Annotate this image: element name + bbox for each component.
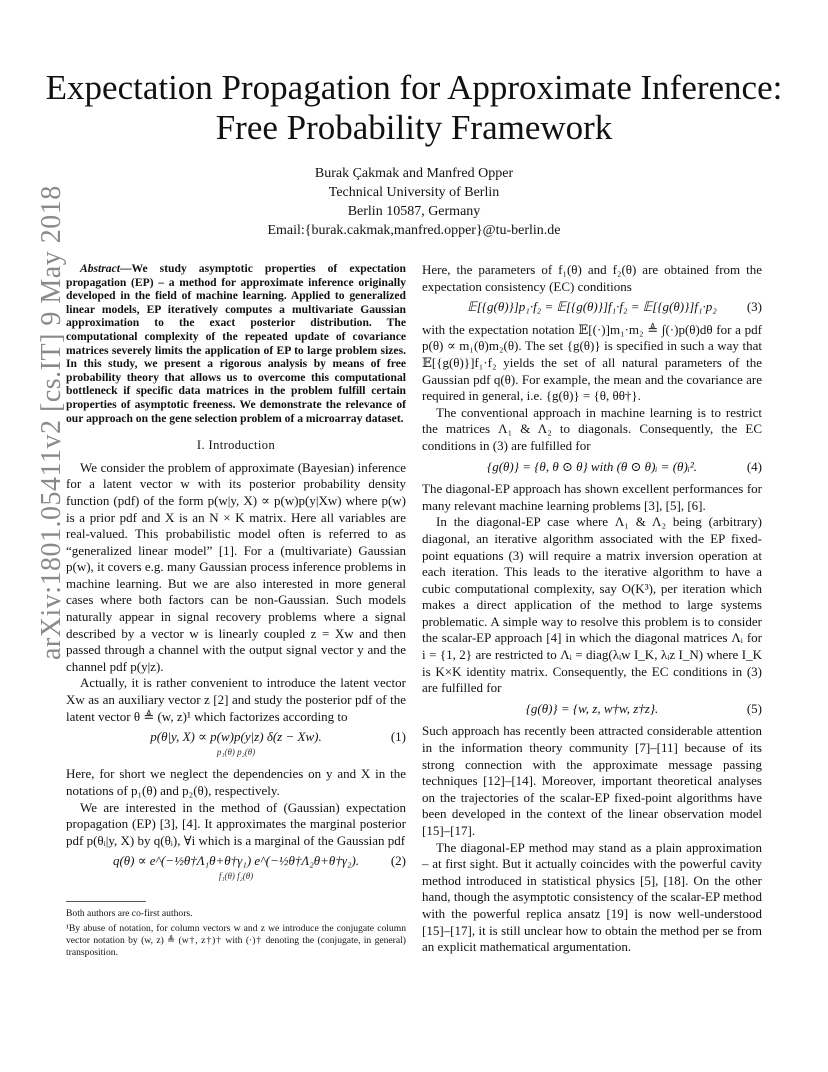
equation-2-body: q(θ) ∝ e^(−½θ†Λ₁θ+θ†γ₁) e^(−½θ†Λ₂θ+θ†γ₂). [112, 853, 360, 869]
body-paragraph-4: The diagonal-EP approach has shown excellent performances for many relevant machine learning problems [3], [5], [6]. [422, 481, 762, 513]
footnote-co-first: Both authors are co-first authors. [66, 907, 193, 919]
body-paragraph-6: Such approach has recently been attracted considerable attention in the information theory community [7]–[11] because of its strong connection with the approximate message passing techniques [12]–[14]. Moreover, important theoretical analyses on the trajectories of the scalar-EP fixed-point algorithms have been developed in the context of the linear observation model [15]–[17]. [422, 723, 762, 838]
title-line-2: Free Probability Framework [215, 108, 613, 147]
intro-paragraph-3: Here, for short we neglect the dependencies on y and X in the notations of p₁(θ) and p₂(θ), respectively. [66, 766, 406, 798]
equation-1-number: (1) [390, 729, 406, 745]
title-line-1: Expectation Propagation for Approximate Inference: [45, 68, 783, 107]
equation-3-body: 𝔼[{g(θ)}]p₁·f₂ = 𝔼[{g(θ)}]f₁·f₂ = 𝔼[{g(θ)}]f₁·p₂ [467, 299, 717, 315]
body-paragraph-1: Here, the parameters of f₁(θ) and f₂(θ) are obtained from the expectation consistency (EC) conditions [422, 262, 762, 294]
email: Email:{burak.cakmak,manfred.opper}@tu-berlin.de [267, 223, 561, 238]
footnote-rule [66, 901, 146, 902]
intro-paragraph-1: We consider the problem of approximate (Bayesian) inference for a latent vector w with its posterior probability density function (pdf) of the form p(w|y, X) ∝ p(w)p(y|Xw) where p(w) is a prior pdf and X is an N × K matrix. Here all variables are real-valued. This probabilistic model often is referred to as “generalized linear model” [1]. For a (multivariate) Gaussian p(w), it covers e.g. many Gaussian process inference problems in machine learning. But we are also interested in more general cases where both factors can be non-Gaussian. Such models naturally appear in signal recovery problems where a signal described by a vector w is linearly coupled z = Xw and then passed through a channel with the output signal vector y and the channel pdf p(y|z). [66, 459, 406, 674]
equation-1 [66, 729, 406, 760]
equation-2-number: (2) [390, 853, 406, 869]
body-paragraph-3: The conventional approach in machine learning is to restrict the matrices Λ₁ & Λ₂ to diagonals. Consequently, the EC conditions in (3) are fulfilled for [422, 404, 762, 453]
arxiv-stamp: arXiv:1801.05411v2 [cs.IT] 9 May 2018 [36, 185, 67, 660]
equation-3 [422, 299, 762, 316]
equation-5-number: (5) [746, 700, 762, 716]
abstract-lead: Abstract [80, 262, 120, 275]
equation-4-body: {g(θ)} = {θ, θ ⊙ θ} with (θ ⊙ θ)ᵢ = (θ)ᵢ². [487, 458, 697, 474]
body-paragraph-7: The diagonal-EP method may stand as a plain approximation – at first sight. But it actually coincides with the powerful cavity method introduced in statistical physics [5], [18]. On the other hand, though the asymptotic consistency of the scalar-EP method with the powerful replica ansatz [19] is now well-understood [15]–[17], it is still unclear how to obtain the method per se from an explicit mathematical argumentation. [422, 839, 762, 955]
affiliation: Technical University of Berlin [328, 185, 500, 200]
address: Berlin 10587, Germany [347, 204, 481, 219]
author-names: Burak Çakmak and Manfred Opper [314, 166, 514, 181]
intro-paragraph-2: Actually, it is rather convenient to introduce the latent vector Xw as an auxiliary vector z [2] and study the posterior pdf of the latent vector θ ≜ (w, z)¹ which factorizes according to [66, 675, 406, 724]
footnotes [66, 908, 406, 959]
abstract-text: —We study asymptotic properties of expectation propagation (EP) – a method for approximate inference originally developed in the field of machine learning. Applied to generalized linear models, EP iteratively computes a multivariate Gaussian approximation to the exact posterior distribution. The computational complexity of the repeated update of covariance matrices severely limits the application of EP to large problem sizes. In this study, we present a rigorous analysis by means of free probability theory that allows us to overcome this computational bottleneck if specific data matrices in the problem fulfill certain properties of asymptotic freeness. We demonstrate the relevance of our approach on the gene selection problem of a microarray dataset. [66, 262, 406, 425]
body-paragraph-2: with the expectation notation 𝔼[(·)]m₁·m₂ ≜ ∫(·)p(θ)dθ for a pdf p(θ) ∝ m₁(θ)m₂(θ). The set {g(θ)} is specified in such a way that 𝔼[{g(θ)}]f₁·f₂ yields the set of all natural parameters of the Gaussian pdf q(θ). For example, the mean and the covariance are required in general, i.e. {g(θ)} = {θ, θθ†}. [422, 321, 762, 404]
equation-5 [422, 701, 762, 718]
intro-paragraph-4: We are interested in the method of (Gaussian) expectation propagation (EP) [3], [4]. It approximates the marginal posterior pdf p(θᵢ|y, X) by q(θᵢ), ∀i which is a marginal of the Gaussian pdf [66, 799, 406, 848]
body-paragraph-5: In the diagonal-EP case where Λ₁ & Λ₂ being (arbitrary) diagonal, an iterative algorithm associated with the EP fixed-point equations (3) will require a matrix inversion operation at each iteration. This leads to the iterative algorithm to have a cubic computational complexity, say O(K³), per iteration which makes a direct application of the method to large systems problematic. A simple way to resolve this problem is to consider the scalar-EP approach [4] in which the diagonal matrices Λᵢ for i = {1, 2} are restricted to Λᵢ = diag(λᵢw I_K, λᵢz I_N) where I_K is K×K identity matrix. Consequently, the EC conditions in (3) are fulfilled for [422, 514, 762, 696]
equation-1-underbrace: p₁(θ) p₂(θ) [216, 746, 256, 757]
paper-title [40, 68, 788, 148]
section-heading: I. Introduction [196, 438, 276, 453]
equation-2 [66, 853, 406, 884]
equation-4-number: (4) [746, 458, 762, 474]
equation-4 [422, 459, 762, 476]
abstract [66, 262, 406, 425]
equation-5-body: {g(θ)} = {w, z, w†w, z†z}. [525, 700, 659, 716]
author-block [40, 164, 788, 240]
equation-3-number: (3) [746, 299, 762, 315]
equation-2-underbrace: f₁(θ) f₂(θ) [218, 870, 254, 881]
equation-1-body: p(θ|y, X) ∝ p(w)p(y|z) δ(z − Xw). [150, 729, 322, 745]
footnote-notation: ¹By abuse of notation, for column vectors w and z we introduce the conjugate column vector notation by (w, z) ≜ (w†, z†)† with (·)† denoting the (conjugate, in general) transposition. [66, 922, 406, 958]
right-column [422, 262, 762, 956]
left-column [66, 262, 406, 962]
